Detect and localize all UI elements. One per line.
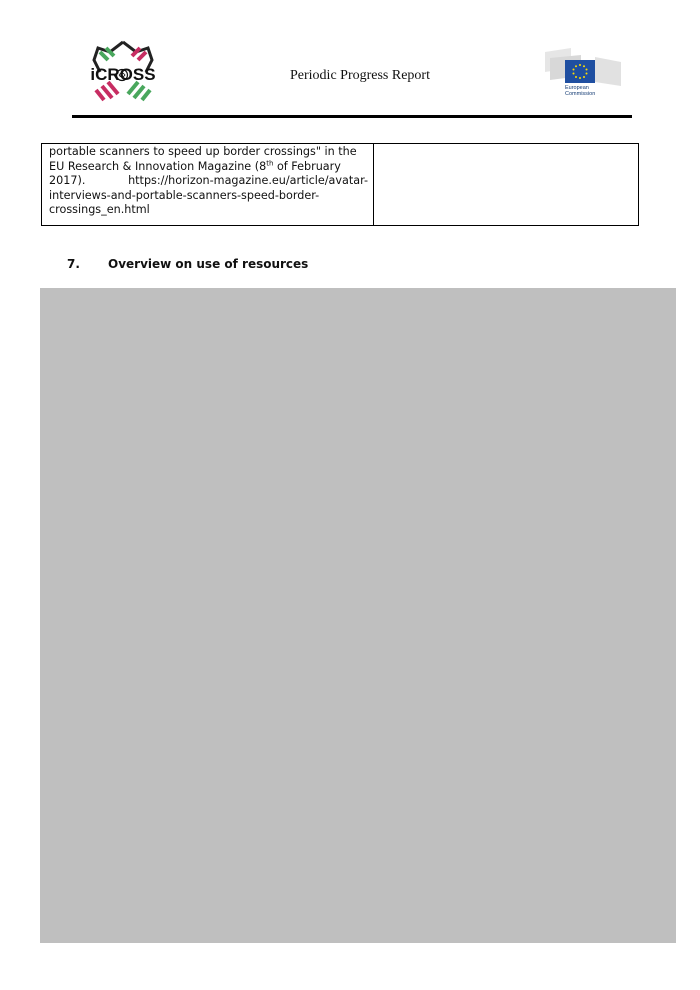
european-commission-logo: [545, 48, 625, 103]
reference-url-part-1: https://horizon-magazine.eu/article/avatar-: [128, 174, 368, 188]
ordinal-suffix: th: [266, 158, 274, 167]
ec-label-line-1: European: [565, 85, 589, 91]
reference-line-4: interviews-and-portable-scanners-speed-border-: [49, 188, 320, 202]
european-commission-label: [565, 85, 595, 97]
section-number: 7.: [67, 257, 80, 271]
table-cell-empty: [374, 144, 638, 225]
reference-year: 2017).: [49, 174, 86, 188]
page-header: [0, 0, 700, 120]
header-title: Periodic Progress Report: [290, 68, 430, 83]
reference-line-2: [49, 160, 368, 175]
reference-line-5: crossings_en.html: [49, 203, 150, 217]
section-heading: [67, 257, 308, 271]
reference-table: [41, 143, 639, 226]
ec-label-line-2: Commission: [565, 91, 596, 97]
resource-overview-placeholder: [40, 288, 676, 943]
icross-logo: [88, 40, 158, 108]
reference-text-2-tail: of February: [273, 159, 341, 173]
header-divider: [72, 115, 632, 118]
section-title: Overview on use of resources: [108, 257, 309, 271]
table-cell-reference: [42, 144, 374, 225]
reference-text-1: portable scanners to speed up border crossings" in the: [49, 145, 357, 158]
reference-line-3: [49, 174, 368, 189]
reference-line-1: [49, 145, 368, 160]
reference-text-2: EU Research & Innovation Magazine (8: [49, 159, 267, 173]
icross-logo-text: iCROSS: [90, 65, 156, 84]
